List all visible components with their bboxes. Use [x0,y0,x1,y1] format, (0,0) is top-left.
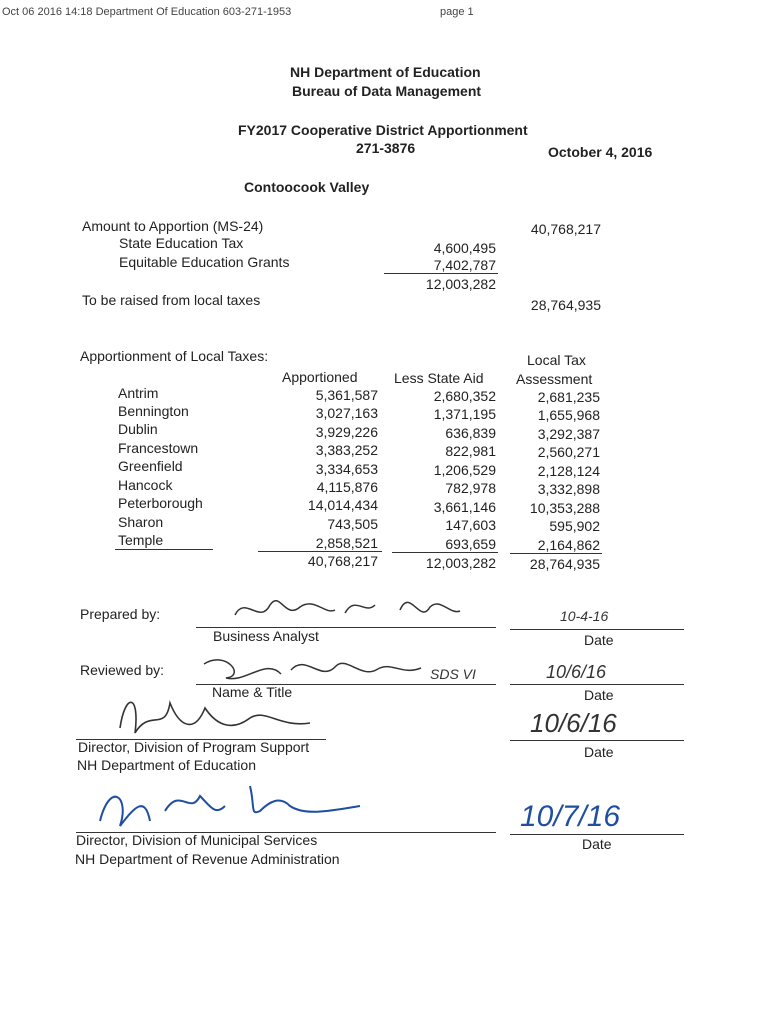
apportioned-value: 5,361,587 [315,387,378,403]
director-education-date: 10/6/16 [530,708,617,738]
document-title: FY2017 Cooperative District Apportionment [238,122,528,138]
local-value: 1,655,968 [537,407,600,423]
local-rule [510,553,602,554]
town-name: Francestown [118,440,199,456]
apportioned-total: 40,768,217 [307,553,378,569]
name-title-label: Name & Title [212,684,293,700]
aid-value: 2,680,352 [433,388,496,404]
local-label: To be raised from local taxes [82,292,261,308]
director-revenue-date-line [510,834,684,835]
prepared-date: 10-4-16 [560,608,609,624]
apportioned-value: 2,858,521 [315,535,378,551]
aid-value: 693,659 [445,536,496,552]
reviewed-label: Reviewed by: [80,662,165,678]
district-name: Contoocook Valley [244,179,370,195]
aid-value: 3,661,146 [433,499,496,515]
col-apportioned: Apportioned [282,369,358,385]
apportioned-value: 3,334,653 [315,461,378,477]
director-education-dept: NH Department of Education [77,757,256,773]
subtotal-value: 12,003,282 [425,276,496,292]
apportioned-value: 14,014,434 [307,497,378,513]
aid-value: 1,371,195 [433,406,496,422]
district-code: 271-3876 [356,140,416,156]
set-label: State Education Tax [119,235,244,251]
director-education-date-line [510,740,684,741]
apportioned-value: 3,929,226 [315,424,378,440]
business-analyst-label: Business Analyst [213,628,319,644]
town-name: Dublin [118,421,158,437]
local-value: 2,164,862 [537,537,600,553]
section-label: Apportionment of Local Taxes: [80,348,269,364]
prepared-date-label: Date [584,632,614,648]
director-revenue-title: Director, Division of Municipal Services [76,832,318,848]
prepared-date-line [510,629,684,630]
town-column-rule [115,549,213,550]
aid-value: 822,981 [445,443,496,459]
town-name: Temple [118,532,164,548]
director-education-title: Director, Division of Program Support [78,739,310,755]
set-value: 4,600,495 [433,240,496,256]
town-name: Peterborough [118,495,203,511]
town-name: Hancock [118,477,173,493]
aid-value: 636,839 [445,425,496,441]
page-number: page 1 [440,6,474,18]
reviewed-date: 10/6/16 [546,662,607,682]
eeg-value: 7,402,787 [433,257,496,273]
eeg-label: Equitable Education Grants [119,254,290,270]
local-value: 2,560,271 [537,444,600,460]
aid-value: 147,603 [445,517,496,533]
col-local-2: Assessment [516,371,593,387]
local-value: 2,128,124 [537,463,600,479]
local-total: 28,764,935 [529,556,600,572]
local-value: 3,332,898 [537,481,600,497]
town-name: Sharon [118,514,164,530]
apportioned-value: 4,115,876 [316,479,378,495]
director-education-date-label: Date [584,744,614,760]
apportioned-value: 3,027,163 [315,405,378,421]
reviewed-date-label: Date [584,687,614,703]
fax-header-text: Oct 06 2016 14:18 Department Of Education 603-271-1953 [2,6,292,18]
local-value: 595,902 [549,518,600,534]
col-local-1: Local Tax [527,352,586,368]
town-name: Antrim [118,385,159,401]
director-revenue-date: 10/7/16 [520,800,621,833]
local-value: 28,764,935 [530,297,601,313]
town-name: Bennington [118,403,189,419]
aid-total: 12,003,282 [425,555,496,571]
director-revenue-dept: NH Department of Revenue Administration [75,851,340,867]
apportioned-value: 3,383,252 [315,442,378,458]
prepared-label: Prepared by: [80,606,161,622]
aid-rule [392,552,498,553]
document-date: October 4, 2016 [548,144,653,160]
amount-value: 40,768,217 [530,221,601,237]
dept-name: NH Department of Education [290,64,481,80]
local-value: 10,353,288 [529,500,600,516]
local-value: 3,292,387 [537,426,600,442]
amount-label: Amount to Apportion (MS-24) [82,218,264,234]
apportioned-value: 743,505 [327,516,378,532]
town-name: Greenfield [118,458,183,474]
reviewed-date-line [510,684,684,685]
reviewed-note: SDS VI [430,666,476,682]
bureau-name: Bureau of Data Management [292,83,482,99]
aid-value: 1,206,529 [433,462,496,478]
apportioned-rule [258,551,382,552]
local-value: 2,681,235 [537,389,600,405]
aid-value: 782,978 [445,480,496,496]
subtotal-rule [384,273,498,274]
director-revenue-date-label: Date [582,836,612,852]
col-less-state-aid: Less State Aid [394,370,484,386]
